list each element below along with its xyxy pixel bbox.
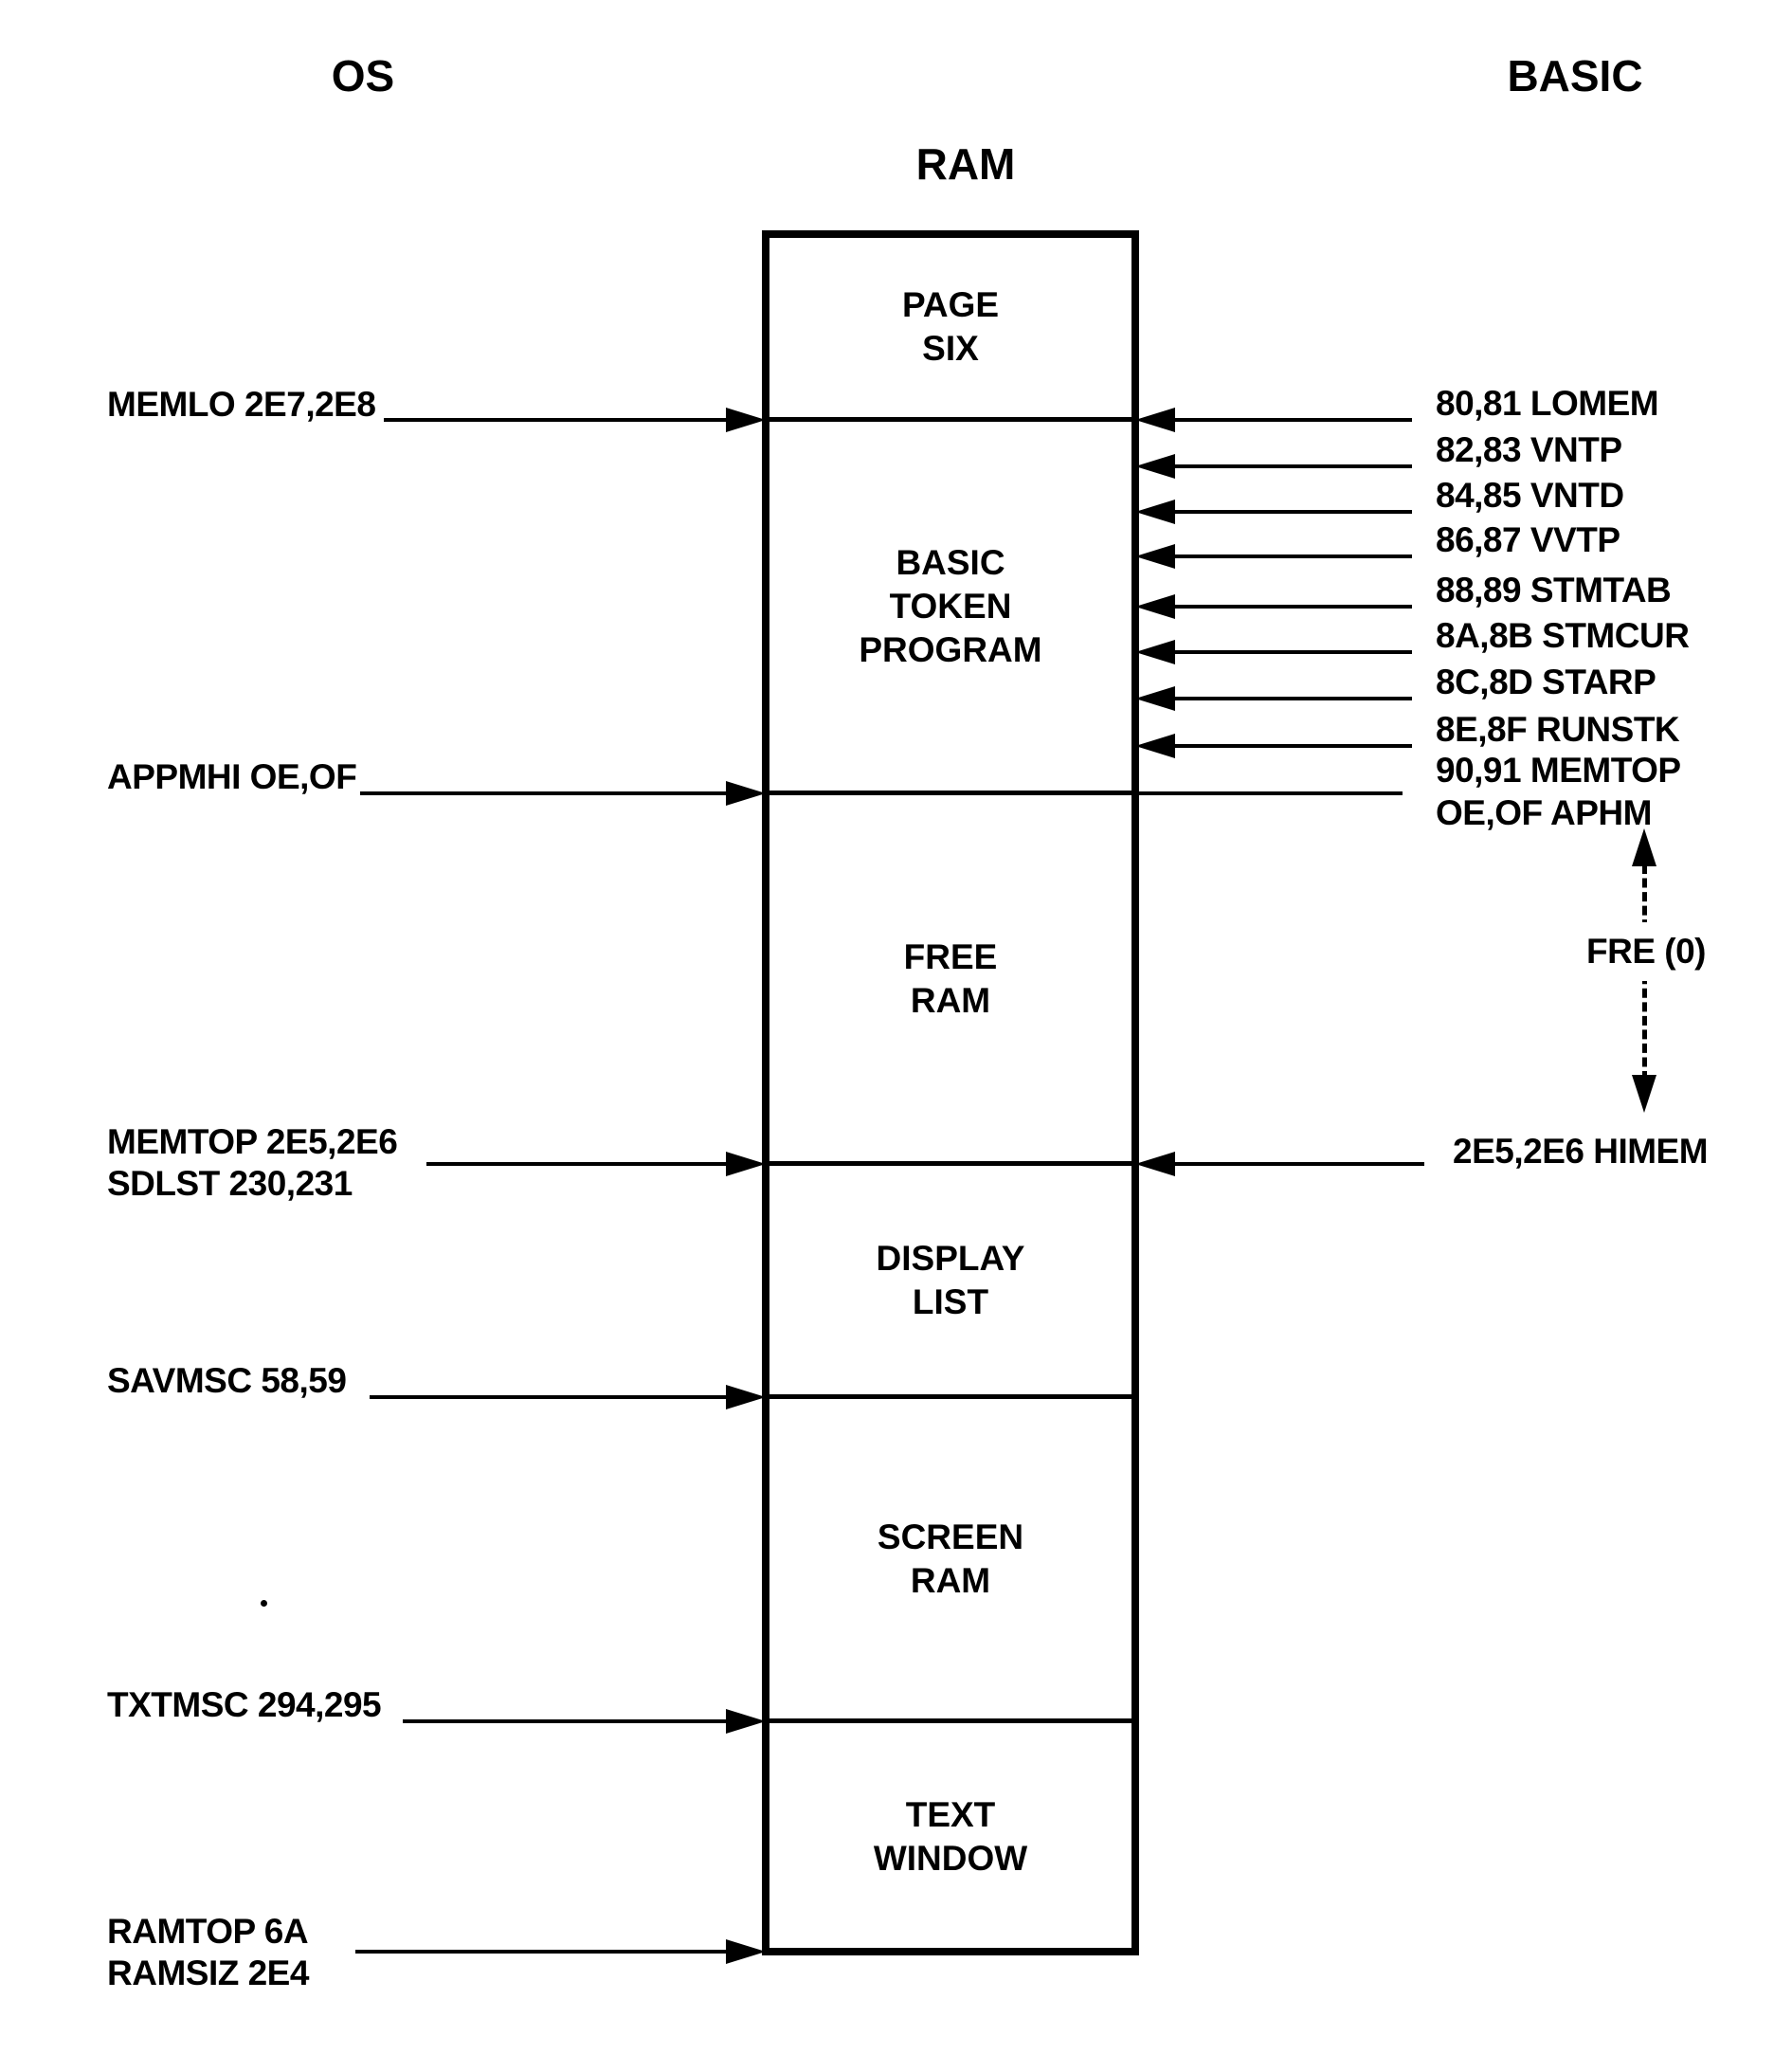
memtop-sdlst-arrow-line (426, 1162, 730, 1166)
basic-column-title: BASIC (1507, 51, 1643, 100)
runstk-arrowhead-icon (1135, 734, 1175, 758)
stmcur-arrow-line (1171, 650, 1412, 654)
section-basic-token-program: BASIC TOKEN PROGRAM (859, 543, 1042, 669)
label-fre: FRE (0) (1584, 922, 1708, 981)
memtop-right-line (1139, 791, 1403, 795)
txtmsc-arrow-line (403, 1719, 730, 1723)
lomem-arrowhead-icon (1135, 408, 1175, 432)
label-vvtp: 86,87 VVTP (1436, 520, 1620, 559)
appmhi-arrow-line (360, 791, 730, 795)
fre-up-arrowhead-icon (1632, 828, 1656, 866)
vvtp-arrowhead-icon (1135, 544, 1175, 569)
stmcur-arrowhead-icon (1135, 640, 1175, 664)
himem-arrowhead-icon (1135, 1152, 1175, 1176)
savmsc-arrowhead-icon (726, 1385, 766, 1409)
label-memlo: MEMLO 2E7,2E8 (107, 385, 376, 424)
appmhi-arrowhead-icon (726, 781, 766, 806)
section-page-six: PAGE SIX (901, 285, 1000, 368)
memlo-arrowhead-icon (726, 408, 766, 432)
label-aphm: OE,OF APHM (1436, 793, 1652, 832)
ram-box-left-edge (762, 230, 769, 1955)
stray-dot (261, 1600, 267, 1607)
vntp-arrow-line (1171, 464, 1412, 468)
ramtop-arrow-line (355, 1950, 730, 1954)
label-savmsc: SAVMSC 58,59 (107, 1361, 347, 1400)
lomem-arrow-line (1171, 418, 1412, 422)
label-ramtop-ramsiz: RAMTOP 6A RAMSIZ 2E4 (107, 1912, 309, 1992)
section-screen-ram: SCREEN RAM (877, 1518, 1024, 1600)
section-free-ram: FREE RAM (903, 936, 998, 1020)
starp-arrow-line (1171, 697, 1412, 700)
memlo-arrow-line (384, 418, 730, 422)
label-stmcur: 8A,8B STMCUR (1436, 616, 1690, 655)
himem-arrow-line (1171, 1162, 1424, 1166)
label-appmhi: APPMHI OE,OF (107, 757, 357, 796)
vvtp-arrow-line (1171, 554, 1412, 558)
memtop-sdlst-arrowhead-icon (726, 1152, 766, 1176)
os-column-title: OS (331, 51, 395, 100)
ram-box-title: RAM (915, 139, 1016, 189)
label-runstk: 8E,8F RUNSTK (1436, 710, 1680, 749)
starp-arrowhead-icon (1135, 686, 1175, 711)
label-starp: 8C,8D STARP (1436, 663, 1656, 701)
txtmsc-arrowhead-icon (726, 1709, 766, 1734)
label-vntp: 82,83 VNTP (1436, 430, 1622, 469)
section-text-window: TEXT WINDOW (873, 1794, 1028, 1878)
stmtab-arrowhead-icon (1135, 594, 1175, 619)
vntp-arrowhead-icon (1135, 454, 1175, 479)
section-display-list: DISPLAY LIST (876, 1239, 1025, 1321)
label-txtmsc: TXTMSC 294,295 (107, 1685, 382, 1724)
label-memtop: 90,91 MEMTOP (1436, 751, 1681, 790)
label-memtop-sdlst: MEMTOP 2E5,2E6 SDLST 230,231 (107, 1122, 398, 1203)
vntd-arrow-line (1171, 510, 1412, 514)
ram-box-right-edge (1131, 230, 1139, 1955)
label-stmtab: 88,89 STMTAB (1436, 571, 1672, 609)
label-lomem: 80,81 LOMEM (1436, 384, 1659, 423)
savmsc-arrow-line (370, 1395, 730, 1399)
fre-down-arrowhead-icon (1632, 1075, 1656, 1113)
label-himem: 2E5,2E6 HIMEM (1453, 1132, 1709, 1171)
vntd-arrowhead-icon (1135, 500, 1175, 524)
label-vntd: 84,85 VNTD (1436, 476, 1624, 515)
runstk-arrow-line (1171, 744, 1412, 748)
ramtop-arrowhead-icon (726, 1939, 766, 1964)
stmtab-arrow-line (1171, 605, 1412, 609)
